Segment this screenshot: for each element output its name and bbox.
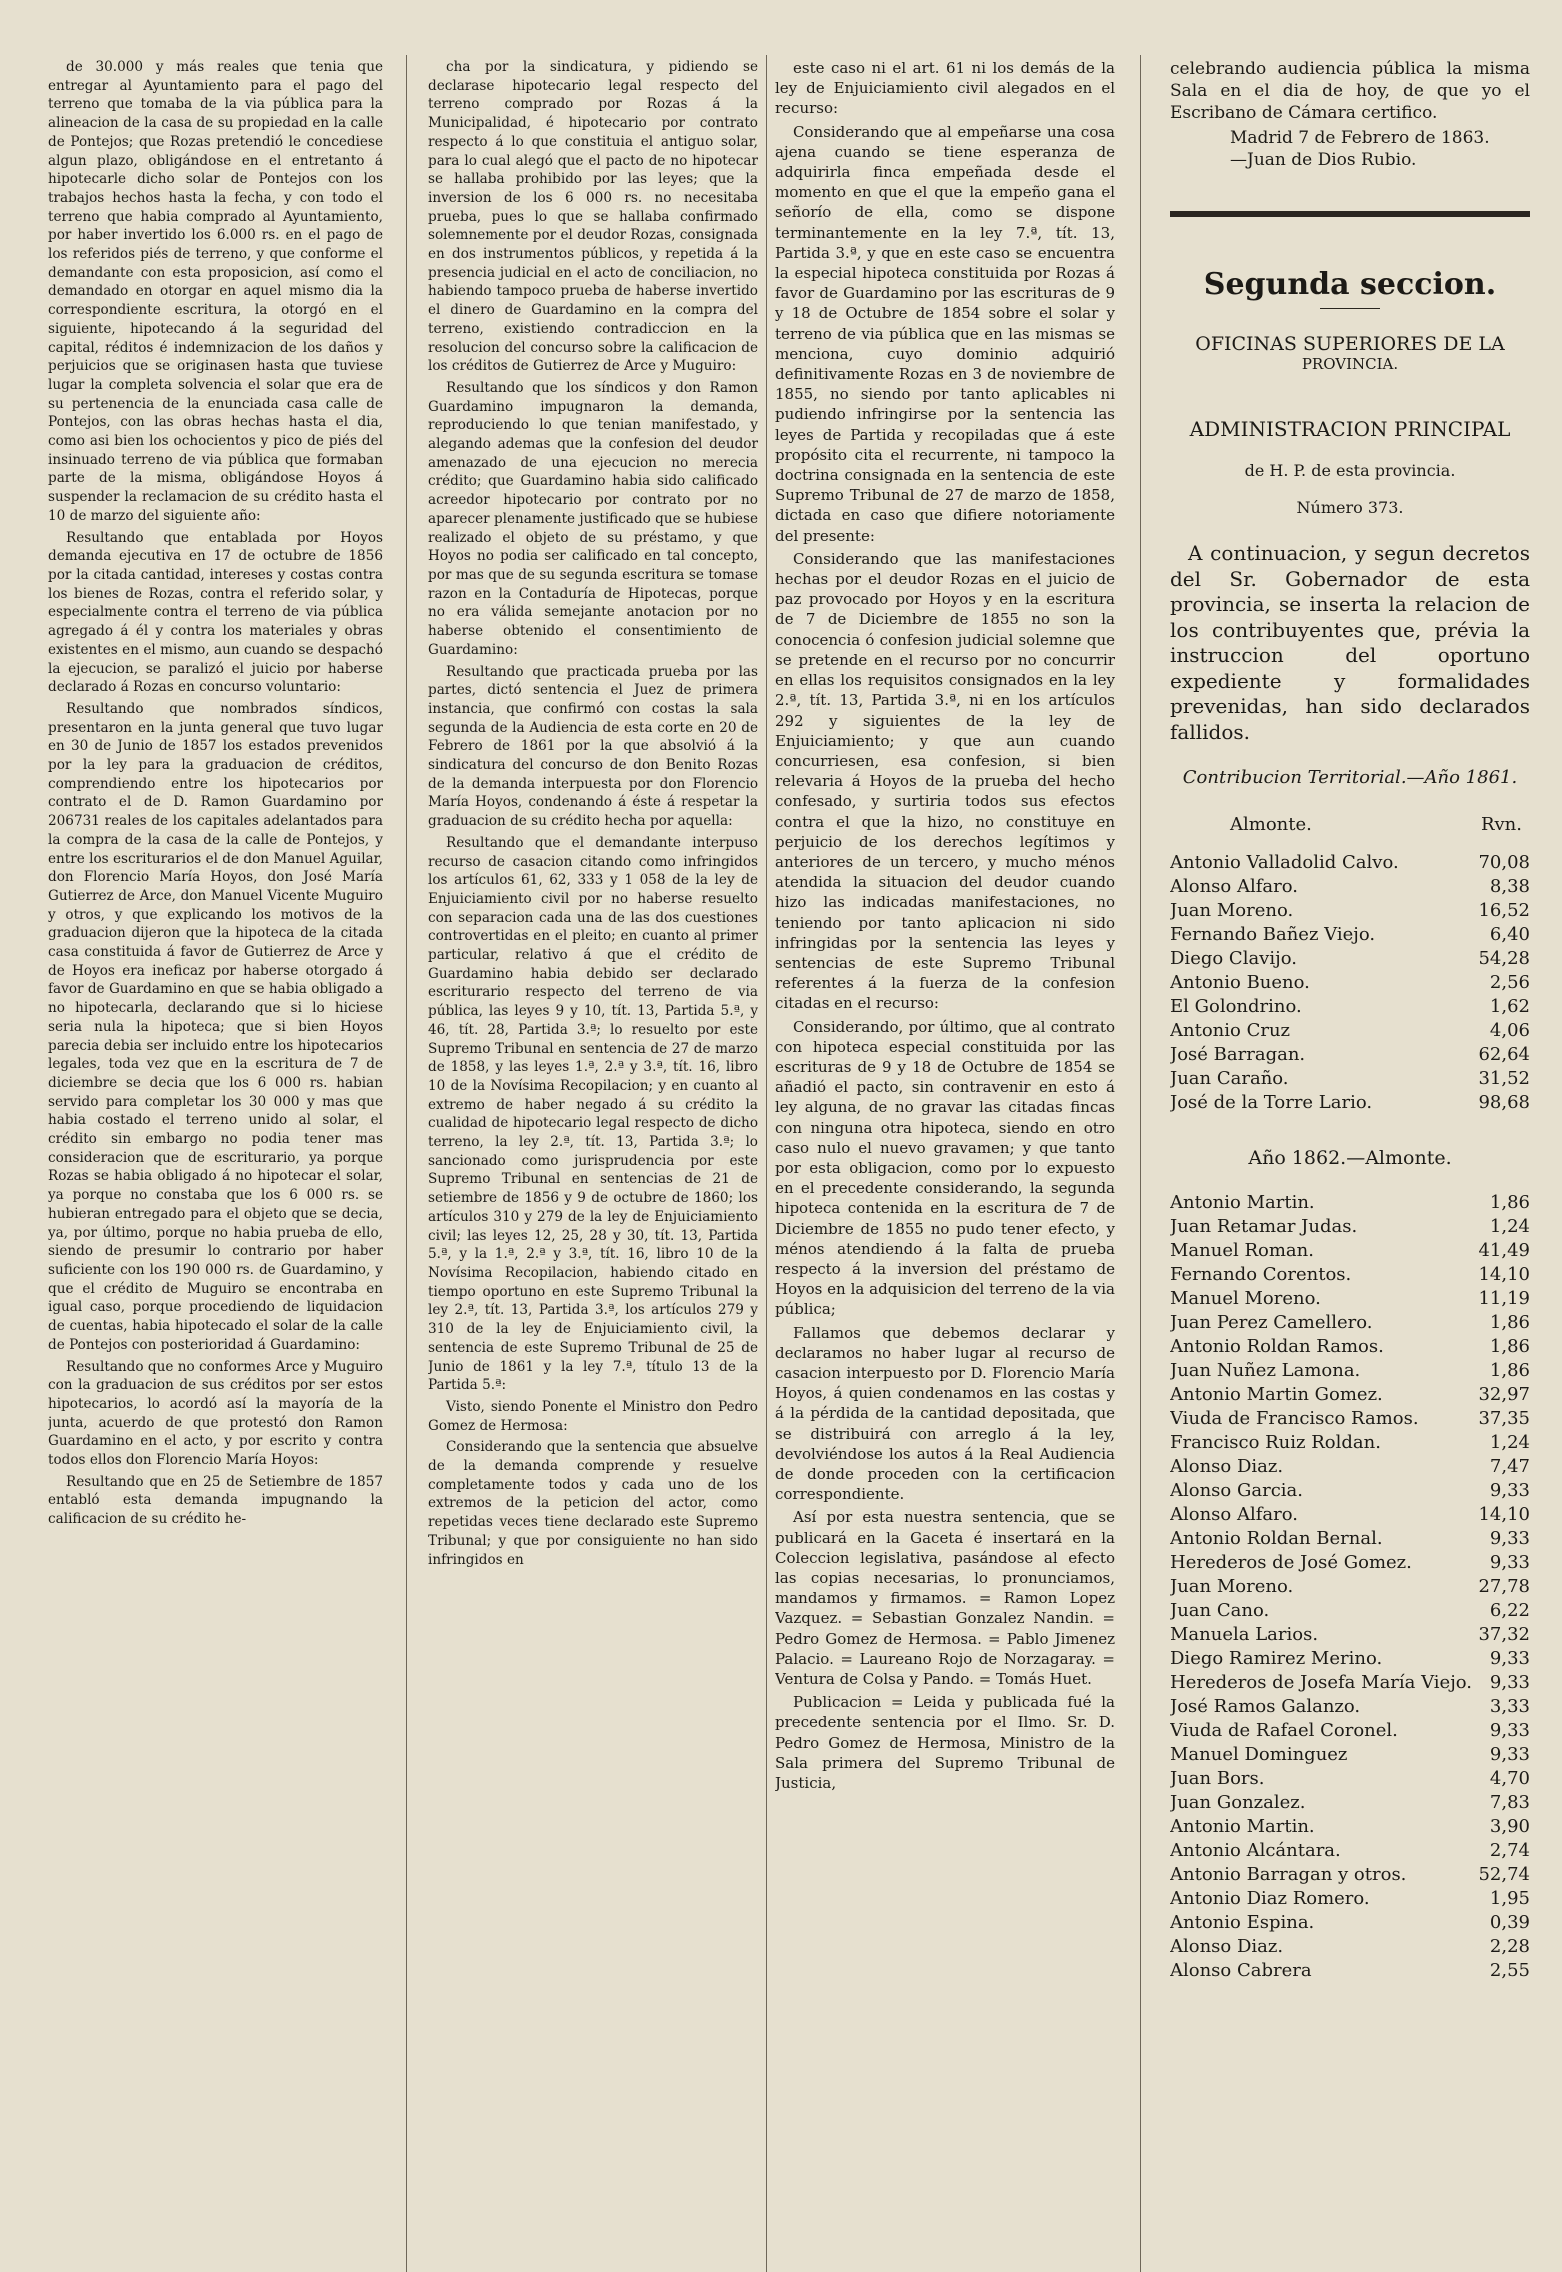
notice-number: Número 373. — [1296, 498, 1404, 517]
contributor-amount: 41,49 — [1478, 1240, 1530, 1261]
paragraph: Considerando, por último, que al contrato con hipoteca especial constituida por las escrituras de 9 y 18 de Octubre de 1854 se añadió el pacto, sin contravenir en esto á ley alguna, de no gravar las citadas fincas con ninguna otra hipoteca, siendo en otro caso nulo el nuevo gravamen; y que tanto por esta obligacion, como por lo expuesto en el precedente considerando, la segunda hipoteca contenida en la escritura de 7 de Diciembre de 1855 no pudo tener efecto, y ménos atendiendo á la falta de prueba respecto á la inversion del préstamo de Hoyos en la adquisicion del terreno de la via pública; — [775, 1017, 1115, 1319]
contributor-name: Herederos de José Gomez. — [1170, 1552, 1412, 1573]
contributor-amount: 3,33 — [1489, 1696, 1530, 1717]
list-item — [1170, 971, 1530, 995]
list-item — [1170, 1791, 1530, 1815]
contributor-amount: 11,19 — [1478, 1288, 1530, 1309]
contributor-amount: 4,06 — [1489, 1020, 1530, 1041]
paragraph: Publicacion = Leida y publicada fué la precedente sentencia por el Ilmo. Sr. D. Pedro Gomez de Hermosa, Ministro de la Sala primera del Supremo Tribunal de Justicia, — [775, 1693, 1115, 1793]
contributor-name: Alonso Diaz. — [1170, 1936, 1284, 1957]
list-item — [1170, 1623, 1530, 1647]
list-item — [1170, 1311, 1530, 1335]
list-item — [1170, 1575, 1530, 1599]
list-item — [1170, 851, 1530, 875]
contributor-amount: 37,32 — [1478, 1624, 1530, 1645]
contributor-name: Antonio Roldan Ramos. — [1170, 1336, 1384, 1357]
paragraph: Resultando que no conformes Arce y Muguiro con la graduacion de sus créditos por ser estos hipotecarios, lo acordó así la mayoría de la junta, acuerdo de que protestó don Ramon Guardamino en el acto, y por escrito y contra todos ellos don Florencio María Hoyos: — [48, 1358, 383, 1469]
office-title: OFICINAS SUPERIORES DE LA — [1195, 333, 1505, 355]
contributor-amount: 9,33 — [1489, 1720, 1530, 1741]
contributor-amount: 6,22 — [1489, 1600, 1530, 1621]
list-item — [1170, 995, 1530, 1019]
list-item — [1170, 1527, 1530, 1551]
contributor-amount: 1,86 — [1489, 1360, 1530, 1381]
contributor-amount: 4,70 — [1489, 1768, 1530, 1789]
contributor-name: Juan Caraño. — [1170, 1068, 1289, 1089]
list-item — [1170, 1091, 1530, 1115]
paragraph: de 30.000 y más reales que tenia que entregar al Ayuntamiento para el pago del terreno que tomaba de la via pública para la alineacion de la casa de su propiedad en la calle de Pontejos; que Rozas pretendió le concediese algun plazo, obligándose en el entretanto á hipotecarle dicho solar de Pontejos con los trabajos hechos hasta la fecha, y con todo el terreno que habia comprado al Ayuntamiento, por haber invertido los 6.000 rs. en el pago de los referidos piés de terreno, y que conforme el demandante con esta proposicion, así como el demandado en otorgar en aquel mismo dia la correspondiente escritura, la otorgó en el siguiente, hipotecando á la seguridad del capital, réditos é indemnizacion de los daños y perjuicios que se originasen hasta que tuviese lugar la completa solvencia el solar que era de su pertenencia de la enunciada casa calle de Pontejos, con las obras hechas hasta el dia, como asi bien los ochocientos y pico de piés del insinuado terreno de via pública que formaban parte de la misma, obligándose Hoyos á suspender la reclamacion de su crédito hasta el 10 de marzo del siguiente año: — [48, 59, 383, 524]
contributor-name: Alonso Garcia. — [1170, 1480, 1303, 1501]
list-item — [1170, 899, 1530, 923]
contributor-amount: 9,33 — [1489, 1528, 1530, 1549]
contributor-amount: 8,38 — [1489, 876, 1530, 897]
list-item — [1170, 875, 1530, 899]
list-item — [1170, 1019, 1530, 1043]
paragraph: Considerando que al empeñarse una cosa ajena cuando se tiene esperanza de adquirirla finca empeñada desde el momento en que el que la empeño gana el señorío de ella, como se dispone terminantemente en la ley 7.ª, tít. 13, Partida 3.ª, y que en este caso se encuentra la especial hipoteca constituida por Rozas á favor de Guardamino por las escrituras de 9 y 18 de Octubre de 1854 sobre el solar y terreno de via pública que en las mismas se menciona, cuyo dominio adquirió definitivamente Rozas en 3 de noviembre de 1855, no siendo por tanto aplicables ni pudiendo infringirse por la sentencia las leyes de Partida y recopiladas que á este propósito cita el recurrente, ni tampoco la doctrina consignada en la sentencia de este Supremo Tribunal de 27 de marzo de 1858, dictada en caso que difiere notoriamente del presente: — [775, 122, 1115, 545]
list-item — [1170, 1599, 1530, 1623]
list-item — [1170, 1671, 1530, 1695]
contributor-amount: 7,47 — [1489, 1456, 1530, 1477]
contributor-amount: 1,86 — [1489, 1312, 1530, 1333]
contributor-amount: 3,90 — [1489, 1816, 1530, 1837]
list-item — [1170, 1479, 1530, 1503]
list-item — [1170, 1215, 1530, 1239]
contributor-name: Antonio Roldan Bernal. — [1170, 1528, 1383, 1549]
list-1861 — [1170, 851, 1530, 1115]
contributor-name: Antonio Bueno. — [1170, 972, 1310, 993]
list-item — [1170, 1455, 1530, 1479]
paragraph: Considerando que las manifestaciones hechas por el deudor Rozas en el juicio de paz provocado por Hoyos y en la escritura de 7 de Diciembre de 1855 no son la conocencia ó confesion judicial solemne que se pretende en el recurso por no concurrir en ellas los requisitos consignados en la ley 2.ª, tít. 13, Partida 3.ª, ni en los artículos 292 y siguientes de la ley de Enjuiciamiento; y que aun cuando concurriesen, esa confesion, si bien relevaria á Hoyos de la prueba del hecho confesado, y surtiria todos sus efectos contra el que la hizo, no constituye en perjuicio de los derechos legítimos y anteriores de un tercero, y mucho ménos atendida la situacion del deudor cuando hizo las indicadas manifestaciones, no teniendo por tanto aplicacion ni sido infringidas por la sentencia las leyes y sentencias de este Supremo Tribunal referentes á la fuerza de la confesion citadas en el recurso: — [775, 549, 1115, 1013]
list-item — [1170, 1551, 1530, 1575]
contributor-amount: 52,74 — [1478, 1864, 1530, 1885]
contributor-name: Alonso Cabrera — [1170, 1960, 1312, 1981]
paragraph: cha por la sindicatura, y pidiendo se declarase hipotecario legal respecto del terreno comprado por Rozas á la Municipalidad, é hipotecario por contrato respecto á lo que constituia el antiguo solar, para lo cual alegó que el pacto de no hipotecar se hallaba prohibido por las leyes; que la inversion de los 6 000 rs. no necesitaba prueba, pues lo que se hallaba confirmado solemnemente por el deudor Rozas, consignada en dos instrumentos públicos, y repetida á la presencia judicial en el acto de conciliacion, no habiendo tampoco prueba de haberse invertido el dinero de Guardamino en la compra del terreno, existiendo contradiccion en la resolucion del concurso sobre la calificacion de los créditos de Gutierrez de Arce y Muguiro: — [428, 59, 758, 375]
contributor-amount: 0,39 — [1489, 1912, 1530, 1933]
list-heading: Contribucion Territorial.—Año 1861. — [1182, 767, 1518, 788]
list-item — [1170, 1383, 1530, 1407]
list-item — [1170, 1287, 1530, 1311]
contributor-name: Manuel Roman. — [1170, 1240, 1314, 1261]
contributor-name: Herederos de Josefa María Viejo. — [1170, 1672, 1473, 1693]
contributor-name: Viuda de Francisco Ramos. — [1170, 1408, 1419, 1429]
list-item — [1170, 1503, 1530, 1527]
section-title: Segunda seccion. — [1203, 267, 1497, 302]
paragraph: Resultando que nombrados síndicos, presentaron en la junta general que tuvo lugar en 30 de Junio de 1857 los estados prevenidos por la ley para la graduacion de créditos, comprendiendo entre los hipotecarios por contrato el de D. Ramon Guardamino por 206731 reales de los capitales adelantados para la compra de la casa de la calle de Pontejos, y entre los escriturarios el de don Manuel Aguilar, don Florencio María Hoyos, don José María Gutierrez de Arce, don Manuel Vicente Muguiro y otros, y que explicando los motivos de la graduacion dijeron que la hipoteca de la citada casa constituida á favor de Gutierrez de Arce y de Hoyos era ineficaz por haberse otorgado á favor de Guardamino en que se habia obligado a no hipotecarla, declarando que si lo hiciese seria nula la hipoteca; que si bien Hoyos parecia debia ser incluido entre los hipotecarios legales, toda vez que en la escritura de 7 de diciembre se decia que los 6 000 rs. habian servido para completar los 30 000 y mas que habia costado el terreno unido al solar, el crédito sin embargo no podia tener mas consideracion que de escriturario, ya porque Rozas se habia obligado á no hipotecar el solar, ya porque no constaba que los 6 000 rs. se hubieran entregado para el objeto que se decia, ya, por último, porque no habia prueba de ello, siendo de presumir lo contrario por haber suficiente con los 190 000 rs. de Guardamino, y que el crédito de Muguiro se encontraba en igual caso, porque procediendo de liquidacion de cuentas, habia hipotecado el solar de la calle de Pontejos con posterioridad á Guardamino: — [48, 700, 383, 1353]
list-header-row — [1170, 813, 1530, 837]
contributor-amount: 9,33 — [1489, 1552, 1530, 1573]
paragraph: Considerando que la sentencia que absuelve de la demanda comprende y resuelve completamente todos y cada uno de los extremos de la peticion del actor, como repetidas veces tiene declarado este Supremo Tribunal; y que por consiguiente no han sido infringidos en — [428, 1439, 758, 1568]
column-3 — [775, 58, 1115, 1796]
paragraph: Resultando que los síndicos y don Ramon Guardamino impugnaron la demanda, reproduciendo lo que tenian manifestado, y alegando ademas que la confesion del deudor amenazado de una ejecucion no merecia crédito; que Guardamino habia sido calificado acreedor hipotecario por contrato por no aparecer plenamente justificado que se hubiese realizado el objeto de su préstamo, y que Hoyos no podia ser calificado en tal concepto, por mas que de su segunda escritura se tomase razon en la Contaduría de Hipotecas, porque no era válida semejante anotacion por no haberse obtenido el consentimiento de Guardamino: — [428, 379, 758, 658]
contributor-amount: 31,52 — [1478, 1068, 1530, 1089]
contributor-name: Antonio Valladolid Calvo. — [1170, 852, 1399, 873]
column-rule — [1140, 55, 1141, 2272]
contributor-name: Antonio Diaz Romero. — [1170, 1888, 1370, 1909]
contributor-amount: 14,10 — [1478, 1264, 1530, 1285]
short-rule — [1320, 308, 1380, 309]
list-item — [1170, 1043, 1530, 1067]
list-item — [1170, 1911, 1530, 1935]
contributor-amount: 54,28 — [1478, 948, 1530, 969]
contributor-amount: 62,64 — [1478, 1044, 1530, 1065]
list-item — [1170, 1959, 1530, 1983]
list-item — [1170, 1431, 1530, 1455]
list-item — [1170, 1263, 1530, 1287]
list-item — [1170, 1719, 1530, 1743]
list-item — [1170, 1335, 1530, 1359]
contributor-name: Juan Retamar Judas. — [1170, 1216, 1358, 1237]
admin-title: ADMINISTRACION PRINCIPAL — [1189, 417, 1511, 441]
contributor-amount: 9,33 — [1489, 1480, 1530, 1501]
contributor-name: Juan Bors. — [1170, 1768, 1265, 1789]
list-item — [1170, 1743, 1530, 1767]
list-item — [1170, 923, 1530, 947]
contributor-name: Antonio Barragan y otros. — [1170, 1864, 1407, 1885]
contributor-name: El Golondrino. — [1170, 996, 1302, 1017]
paragraph: Visto, siendo Ponente el Ministro don Pedro Gomez de Hermosa: — [428, 1398, 758, 1434]
contributor-amount: 1,62 — [1489, 996, 1530, 1017]
list-item — [1170, 1359, 1530, 1383]
list-item — [1170, 1191, 1530, 1215]
list-subheading: Año 1862.—Almonte. — [1248, 1147, 1452, 1169]
contributor-name: Diego Ramirez Merino. — [1170, 1648, 1383, 1669]
paragraph: Resultando que en 25 de Setiembre de 1857 entabló esta demanda impugnando la calificacion de su crédito he- — [48, 1473, 383, 1528]
closing-paragraph: celebrando audiencia pública la misma Sala en el dia de hoy, de que yo el Escribano de Cámara certifico. — [1170, 59, 1530, 123]
date-line: Madrid 7 de Febrero de 1863. — [1230, 128, 1490, 148]
contributor-name: Juan Moreno. — [1170, 900, 1294, 921]
list-item — [1170, 1863, 1530, 1887]
contributor-amount: 2,28 — [1489, 1936, 1530, 1957]
contributor-amount: 9,33 — [1489, 1744, 1530, 1765]
contributor-amount: 98,68 — [1478, 1092, 1530, 1113]
list-item — [1170, 1239, 1530, 1263]
column-rule — [406, 55, 407, 2272]
section-divider — [1170, 211, 1530, 217]
contributor-amount: 1,86 — [1489, 1336, 1530, 1357]
paragraph: este caso ni el art. 61 ni los demás de la ley de Enjuiciamiento civil alegados en el recurso: — [775, 59, 1115, 118]
contributor-amount: 1,24 — [1489, 1216, 1530, 1237]
place-label: Almonte. — [1230, 814, 1312, 835]
list-item — [1170, 1407, 1530, 1431]
notice-paragraph: A continuacion, y segun decretos del Sr. Gobernador de esta provincia, se inserta la relacion de los contribuyentes que, prévia la instruccion del oportuno expediente y formalidades prevenidas, han sido declarados fallidos. — [1170, 541, 1530, 744]
contributor-amount: 1,86 — [1489, 1192, 1530, 1213]
list-item — [1170, 947, 1530, 971]
contributor-name: José de la Torre Lario. — [1170, 1092, 1373, 1113]
contributor-amount: 1,95 — [1489, 1888, 1530, 1909]
contributor-name: Juan Moreno. — [1170, 1576, 1294, 1597]
contributor-name: Manuel Dominguez — [1170, 1744, 1348, 1765]
list-item — [1170, 1935, 1530, 1959]
contributor-name: Alonso Alfaro. — [1170, 1504, 1298, 1525]
paragraph: Resultando que practicada prueba por las partes, dictó sentencia el Juez de primera instancia, que confirmó con costas la sala segunda de la Audiencia de esta corte en 20 de Febrero de 1861 por la que absolvió á la sindicatura del concurso de don Benito Rozas de la demanda interpuesta por don Florencio María Hoyos, condenando á éste á respetar la graduacion de su crédito hecha por aquella: — [428, 663, 758, 830]
contributor-name: Juan Cano. — [1170, 1600, 1270, 1621]
contributor-amount: 7,83 — [1489, 1792, 1530, 1813]
contributor-amount: 2,55 — [1489, 1960, 1530, 1981]
contributor-name: Manuel Moreno. — [1170, 1288, 1321, 1309]
list-item — [1170, 1767, 1530, 1791]
contributor-name: Juan Nuñez Lamona. — [1170, 1360, 1361, 1381]
contributor-amount: 37,35 — [1478, 1408, 1530, 1429]
contributor-name: Francisco Ruiz Roldan. — [1170, 1432, 1381, 1453]
column-rule — [766, 55, 767, 2272]
contributor-name: Juan Perez Camellero. — [1170, 1312, 1373, 1333]
contributor-name: Fernando Corentos. — [1170, 1264, 1352, 1285]
list-item — [1170, 1887, 1530, 1911]
contributor-amount: 1,24 — [1489, 1432, 1530, 1453]
contributor-name: Alonso Diaz. — [1170, 1456, 1284, 1477]
office-subtitle: PROVINCIA. — [1301, 355, 1399, 373]
contributor-name: José Barragan. — [1170, 1044, 1306, 1065]
contributor-name: Alonso Alfaro. — [1170, 876, 1298, 897]
contributor-amount: 2,56 — [1489, 972, 1530, 993]
contributor-name: Antonio Martin. — [1170, 1816, 1315, 1837]
currency-label: Rvn. — [1480, 814, 1522, 835]
admin-subtitle: de H. P. de esta provincia. — [1244, 461, 1456, 480]
list-item — [1170, 1695, 1530, 1719]
contributor-name: Antonio Martin. — [1170, 1192, 1315, 1213]
contributor-amount: 14,10 — [1478, 1504, 1530, 1525]
contributor-amount: 16,52 — [1478, 900, 1530, 921]
contributor-name: Antonio Espina. — [1170, 1912, 1315, 1933]
contributor-name: Diego Clavijo. — [1170, 948, 1297, 969]
contributor-name: Viuda de Rafael Coronel. — [1170, 1720, 1398, 1741]
contributor-name: Fernando Bañez Viejo. — [1170, 924, 1376, 945]
contributor-amount: 9,33 — [1489, 1648, 1530, 1669]
contributor-amount: 2,74 — [1489, 1840, 1530, 1861]
contributor-name: José Ramos Galanzo. — [1170, 1696, 1361, 1717]
contributor-amount: 6,40 — [1489, 924, 1530, 945]
contributor-amount: 70,08 — [1478, 852, 1530, 873]
list-item — [1170, 1815, 1530, 1839]
column-1 — [48, 58, 383, 1532]
contributor-name: Antonio Cruz — [1170, 1020, 1291, 1041]
contributor-amount: 9,33 — [1489, 1672, 1530, 1693]
column-4 — [1170, 58, 1530, 1983]
list-item — [1170, 1647, 1530, 1671]
column-2 — [428, 58, 758, 1572]
list-item — [1170, 1067, 1530, 1091]
paragraph: Resultando que el demandante interpuso recurso de casacion citando como infringidos los artículos 61, 62, 333 y 1 058 de la ley de Enjuiciamiento civil por no haberse resuelto con separacion cada una de las dos cuestiones controvertidas en el pleito; en cuanto al primer particular, relativo á que el crédito de Guardamino habia debido ser declarado escriturario respecto del terreno de via pública, las leyes 9 y 10, tít. 13, Partida 5.ª, y 46, tít. 28, Partida 3.ª; lo resuelto por este Supremo Tribunal en sentencia de 27 de marzo de 1858, y las leyes 1.ª, 2.ª y 3.ª, tít. 16, libro 10 de la Novísima Recopilacion; y en cuanto al extremo de haber negado á su crédito la cualidad de hipotecario legal respecto de dicho terreno, la ley 2.ª, tít. 13, Partida 3.ª; lo sancionado como jurisprudencia por este Supremo Tribunal en sentencias de 21 de setiembre de 1856 y 9 de octubre de 1860; los artículos 310 y 279 de la ley de Enjuiciamiento civil; las leyes 12, 25, 28 y 30, tít. 13, Partida 5.ª, y la 1.ª, 2.ª y 3.ª, tít. 16, libro 10 de la Novísima Recopilacion, habiendo citado en tiempo oportuno en este Supremo Tribunal la ley 2.ª, tít. 13, Partida 3.ª, los artículos 279 y 310 de la ley de Enjuiciamiento civil, la sentencia de este Supremo Tribunal de 25 de Junio de 1861 y la ley 7.ª, título 13 de la Partida 5.ª: — [428, 834, 758, 1394]
contributor-name: Manuela Larios. — [1170, 1624, 1319, 1645]
contributor-name: Antonio Martin Gomez. — [1170, 1384, 1383, 1405]
list-1862 — [1170, 1191, 1530, 1983]
contributor-amount: 32,97 — [1478, 1384, 1530, 1405]
paragraph: Fallamos que debemos declarar y declaramos no haber lugar al recurso de casacion interpuesto por D. Florencio María Hoyos, á quien condenamos en las costas y á la pérdida de la cantidad depositada, que se distribuirá con arreglo á la ley, devolviéndose los autos á la Real Audiencia de donde proceden con la certificacion correspondiente. — [775, 1323, 1115, 1504]
list-item — [1170, 1839, 1530, 1863]
contributor-name: Antonio Alcántara. — [1170, 1840, 1341, 1861]
signature: —Juan de Dios Rubio. — [1230, 150, 1417, 170]
contributor-name: Juan Gonzalez. — [1170, 1792, 1306, 1813]
paragraph: Así por esta nuestra sentencia, que se publicará en la Gaceta é insertará en la Coleccion legislativa, pasándose al efecto las copias necesarias, lo pronunciamos, mandamos y firmamos. = Ramon Lopez Vazquez. = Sebastian Gonzalez Nandin. = Pedro Gomez de Hermosa. = Pablo Jimenez Palacio. = Laureano Rojo de Norzagaray. = Ventura de Colsa y Pando. = Tomás Huet. — [775, 1508, 1115, 1689]
contributor-amount: 27,78 — [1478, 1576, 1530, 1597]
paragraph: Resultando que entablada por Hoyos demanda ejecutiva en 17 de octubre de 1856 por la citada cantidad, intereses y costas contra los bienes de Rozas, contra el referido solar, y especialmente contra el terreno de via pública agregado á él y contra los materiales y obras existentes en el mismo, aun cuando se despachó la ejecucion, se paralizó el juicio por haberse declarado á Rozas en concurso voluntario: — [48, 529, 383, 696]
